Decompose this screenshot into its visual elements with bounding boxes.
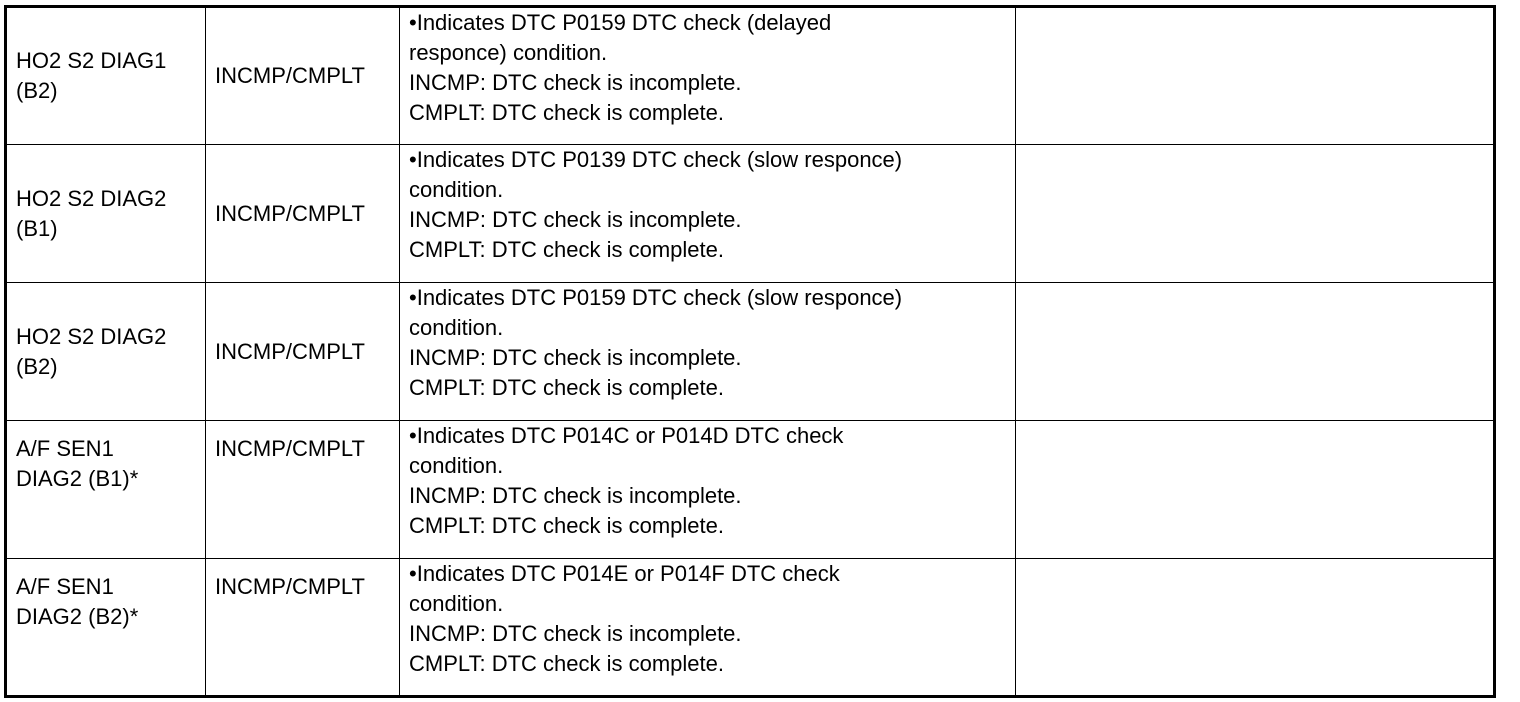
monitor-item-note [1016,421,1495,559]
monitor-item-value: INCMP/CMPLT [206,283,400,421]
table-row [6,145,1495,283]
monitor-item-name: A/F SEN1 DIAG2 (B1)* [6,421,206,559]
table-row [6,283,1495,421]
monitor-item-name: HO2 S2 DIAG2 (B2) [6,283,206,421]
monitor-item-description: •Indicates DTC P014C or P014D DTC check condition. INCMP: DTC check is incomplete. CMPLT: DTC check is complete. [400,421,1016,559]
table-row [6,559,1495,697]
monitor-item-value: INCMP/CMPLT [206,421,400,559]
monitor-item-note [1016,283,1495,421]
monitor-item-table [4,5,1496,698]
table-row [6,7,1495,145]
monitor-item-value: INCMP/CMPLT [206,7,400,145]
monitor-item-value: INCMP/CMPLT [206,145,400,283]
monitor-item-name: HO2 S2 DIAG2 (B1) [6,145,206,283]
monitor-item-description: •Indicates DTC P0159 DTC check (slow responce) condition. INCMP: DTC check is incomplete. CMPLT: DTC check is complete. [400,283,1016,421]
monitor-item-note [1016,7,1495,145]
monitor-item-description: •Indicates DTC P0159 DTC check (delayed responce) condition. INCMP: DTC check is incomplete. CMPLT: DTC check is complete. [400,7,1016,145]
monitor-item-note [1016,559,1495,697]
table-row [6,421,1495,559]
monitor-item-note [1016,145,1495,283]
monitor-item-name: A/F SEN1 DIAG2 (B2)* [6,559,206,697]
monitor-item-description: •Indicates DTC P014E or P014F DTC check condition. INCMP: DTC check is incomplete. CMPLT: DTC check is complete. [400,559,1016,697]
monitor-item-name: HO2 S2 DIAG1 (B2) [6,7,206,145]
monitor-item-value: INCMP/CMPLT [206,559,400,697]
monitor-item-description: •Indicates DTC P0139 DTC check (slow responce) condition. INCMP: DTC check is incomplete. CMPLT: DTC check is complete. [400,145,1016,283]
